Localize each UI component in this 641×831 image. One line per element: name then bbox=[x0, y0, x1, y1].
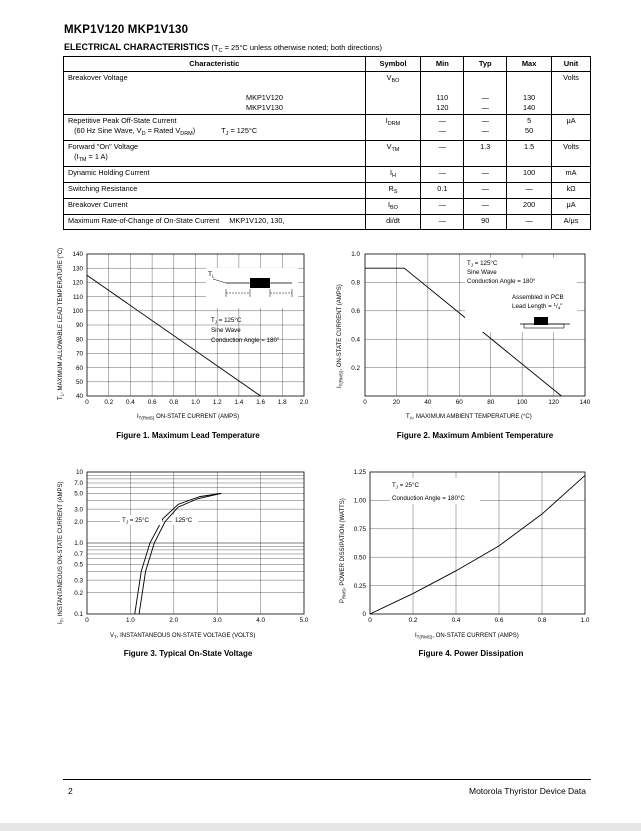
table-row: Dynamic Holding Current $I_H$ — — 100 mA bbox=[64, 167, 591, 183]
symbol-cell: $V_{TM}$ bbox=[365, 141, 421, 167]
fig3-y-tick-label: 2.0 bbox=[74, 518, 83, 526]
fig1-x-tick-label: 0.2 bbox=[104, 399, 114, 406]
row-label: Dynamic Holding Current bbox=[64, 167, 366, 183]
fig2-y-tick-label: 0.2 bbox=[351, 364, 360, 372]
fig3-label-25c: $T_J = 25^\circ C$ bbox=[122, 517, 149, 525]
row-label: Switching Resistance bbox=[64, 183, 366, 199]
fig1-x-tick-label: 2.0 bbox=[299, 399, 309, 406]
fig3-y-tick-label: 0.7 bbox=[74, 551, 83, 559]
fig1-y-tick-label: 70 bbox=[75, 350, 83, 358]
fig2-x-tick-label: 100 bbox=[516, 399, 528, 406]
fig1-y-tick-label: 90 bbox=[75, 322, 83, 330]
fig1-x-tick-label: 1.2 bbox=[212, 399, 222, 406]
header-typ: Typ bbox=[464, 57, 507, 72]
fig1-x-tick-label: 0.8 bbox=[169, 399, 179, 406]
fig3-x-tick-label: 3.0 bbox=[212, 617, 222, 624]
fig3-y-tick-label: 5.0 bbox=[74, 490, 83, 498]
fig1-y-axis-label: $T_L$, MAXIMUM ALLOWABLE LEAD TEMPERATURE (°C) bbox=[58, 247, 65, 400]
header-max: Max bbox=[507, 57, 552, 72]
fig3-y-tick-label: 0.1 bbox=[74, 611, 83, 619]
fig3-y-axis-label: $I_T$, INSTANTANEOUS ON-STATE CURRENT (AMPS) bbox=[58, 481, 65, 624]
fig3-y-tick-label: 7.0 bbox=[74, 480, 83, 488]
fig1-x-tick-label: 1.4 bbox=[234, 399, 244, 406]
fig1-y-tick-label: 130 bbox=[72, 265, 83, 273]
fig1-x-tick-label: 1.0 bbox=[191, 399, 200, 406]
symbol-cell: $I_H$ bbox=[365, 167, 421, 183]
symbol-cell: $R_S$ bbox=[365, 183, 421, 199]
page-title: MKP1V120 MKP1V130 bbox=[64, 24, 189, 36]
part-number: MKP1V120 bbox=[246, 93, 283, 102]
row-label: Forward "On" Voltage bbox=[68, 142, 139, 151]
fig3-x-tick-label: 5.0 bbox=[299, 617, 309, 624]
fig2-x-tick-label: 40 bbox=[424, 399, 432, 406]
header-characteristic: Characteristic bbox=[64, 57, 366, 72]
row-label: Breakover Current bbox=[64, 199, 366, 215]
fig1-y-tick-label: 120 bbox=[72, 279, 83, 287]
header-min: Min bbox=[421, 57, 464, 72]
row-label: Repetitive Peak Off-State Current bbox=[68, 116, 177, 125]
fig4-y-tick-label: 0 bbox=[362, 611, 366, 619]
fig1-y-tick-label: 50 bbox=[75, 379, 83, 386]
fig4-x-tick-label: 0.6 bbox=[494, 617, 504, 624]
page-number: 2 bbox=[68, 786, 73, 796]
fig2-y-tick-label: 0.6 bbox=[351, 308, 360, 315]
fig4-x-tick-label: 0 bbox=[368, 617, 372, 624]
symbol-cell: di/dt bbox=[365, 215, 421, 230]
fig2-note: Conduction Angle = 180° bbox=[467, 278, 536, 285]
fig1-y-tick-label: 100 bbox=[72, 308, 83, 315]
fig3-x-tick-label: 4.0 bbox=[256, 617, 265, 624]
table-row: Switching Resistance $R_S$ 0.1 — — kΩ bbox=[64, 183, 591, 199]
fig3-y-tick-label: 10 bbox=[75, 469, 83, 477]
fig4-note: $T_J = 25^\circ C$ bbox=[392, 482, 419, 490]
fig4-x-tick-label: 0.4 bbox=[451, 617, 461, 624]
footer-document-title: Motorola Thyristor Device Data bbox=[469, 786, 586, 796]
fig1-x-axis-label: $I_{T(RMS)}$ ON-STATE CURRENT (AMPS) bbox=[137, 414, 240, 421]
part-number: MKP1V120, 130, bbox=[229, 216, 285, 225]
table-row: Breakover Current $I_{BO}$ — — 200 μA bbox=[64, 199, 591, 215]
symbol-cell: $I_{DRM}$ bbox=[365, 115, 421, 141]
figure-4-caption: Figure 4. Power Dissipation bbox=[418, 649, 524, 658]
fig2-y-tick-label: 0.4 bbox=[351, 336, 360, 344]
fig3-y-tick-label: 0.5 bbox=[74, 561, 83, 569]
fig1-inset-label: $T_L$ bbox=[208, 271, 215, 279]
fig1-y-tick-label: 110 bbox=[72, 293, 83, 301]
fig3-x-tick-label: 2.0 bbox=[169, 617, 179, 624]
fig1-x-tick-label: 0.4 bbox=[126, 399, 135, 406]
row-label: Maximum Rate-of-Change of On-State Current bbox=[68, 216, 220, 225]
fig3-x-tick-label: 1.0 bbox=[126, 617, 135, 624]
figure-3-caption: Figure 3. Typical On-State Voltage bbox=[123, 649, 253, 658]
fig1-x-tick-label: 0.6 bbox=[147, 399, 157, 406]
header-symbol: Symbol bbox=[365, 57, 421, 72]
fig4-y-axis-label: $P_{RMS}$, POWER DISSIPATION (WATTS) bbox=[340, 498, 347, 603]
fig1-x-tick-label: 0 bbox=[85, 399, 89, 406]
fig2-x-tick-label: 60 bbox=[455, 399, 463, 406]
fig1-note: $T_J = 125^\circ C$ bbox=[211, 317, 242, 325]
table-row: Breakover Voltage MKP1V120 MKP1V130 $V_{BO}$ 110 120 — — 130 140 Volts bbox=[64, 72, 591, 115]
fig1-x-tick-label: 1.6 bbox=[256, 399, 265, 406]
fig3-y-tick-label: 3.0 bbox=[74, 506, 83, 514]
fig4-x-tick-label: 0.2 bbox=[408, 617, 418, 624]
fig2-note: Assembled in PCB bbox=[512, 294, 564, 301]
row-label: Breakover Voltage bbox=[68, 73, 128, 82]
table-row: Repetitive Peak Off-State Current (60 Hz Sine Wave, $V_D$ = Rated $V_{DRM}$) $T_J = 125^\circ C$ $I_{DRM}$ — — — — 5 50 μA bbox=[64, 115, 591, 141]
fig2-note: Sine Wave bbox=[467, 269, 497, 276]
fig4-y-tick-label: 1.00 bbox=[353, 497, 366, 505]
fig4-x-tick-label: 0.8 bbox=[537, 617, 547, 624]
fig4-y-tick-label: 0.75 bbox=[353, 526, 366, 533]
fig3-y-tick-label: 1.0 bbox=[74, 540, 83, 548]
fig2-x-tick-label: 80 bbox=[487, 399, 495, 406]
fig3-y-tick-label: 0.2 bbox=[74, 589, 83, 597]
fig1-y-tick-label: 60 bbox=[75, 364, 83, 372]
fig3-label-125c: 125°C bbox=[175, 517, 193, 524]
fig2-y-tick-label: 0.8 bbox=[351, 279, 360, 287]
fig4-y-tick-label: 1.25 bbox=[353, 469, 366, 477]
fig1-y-tick-label: 80 bbox=[75, 336, 83, 344]
electrical-section-title: ELECTRICAL CHARACTERISTICS ($T_C = 25^\circ C$ unless otherwise noted; both directions) bbox=[64, 42, 383, 54]
fig2-y-tick-label: 1.0 bbox=[351, 251, 360, 259]
footer-rule bbox=[63, 779, 591, 780]
fig1-x-tick-label: 1.8 bbox=[277, 399, 287, 406]
fig2-x-tick-label: 20 bbox=[392, 399, 400, 406]
fig2-x-tick-label: 140 bbox=[579, 399, 591, 406]
table-row: Forward "On" Voltage ($I_{TM} = 1$ A) $V_{TM}$ — 1.3 1.5 Volts bbox=[64, 141, 591, 167]
bottom-bar bbox=[0, 823, 641, 831]
fig4-y-tick-label: 0.25 bbox=[353, 582, 366, 590]
fig4-x-axis-label: $I_{T(RMS)}$, ON-STATE CURRENT (AMPS) bbox=[415, 633, 519, 640]
fig4-x-tick-label: 1.0 bbox=[580, 617, 590, 624]
fig3-x-tick-label: 0 bbox=[85, 617, 89, 624]
fig2-x-tick-label: 0 bbox=[363, 399, 367, 406]
fig2-x-tick-label: 120 bbox=[548, 399, 559, 406]
fig1-y-tick-label: 40 bbox=[75, 393, 83, 401]
table-row: Maximum Rate-of-Change of On-State Current MKP1V120, 130, di/dt — 90 — A/μs bbox=[64, 215, 591, 230]
fig2-x-axis-label: $T_A$, MAXIMUM AMBIENT TEMPERATURE (°C) bbox=[406, 414, 532, 421]
part-number: MKP1V130 bbox=[246, 103, 283, 112]
fig4-note: Conduction Angle = 180°C bbox=[392, 495, 465, 502]
fig1-y-tick-label: 140 bbox=[72, 251, 83, 259]
figure-2-caption: Figure 2. Maximum Ambient Temperature bbox=[396, 431, 554, 440]
fig4-y-tick-label: 0.50 bbox=[353, 554, 366, 562]
fig1-note: Sine Wave bbox=[211, 327, 241, 334]
fig3-x-axis-label: $V_T$, INSTANTANEOUS ON-STATE VOLTAGE (VOLTS) bbox=[110, 633, 256, 640]
fig2-note: $T_J = 125^\circ C$ bbox=[467, 260, 498, 268]
fig1-note: Conduction Angle = 180° bbox=[211, 337, 280, 344]
fig3-y-tick-label: 0.3 bbox=[74, 577, 83, 585]
symbol-cell: $V_{BO}$ bbox=[365, 72, 421, 115]
header-unit: Unit bbox=[552, 57, 591, 72]
fig2-note: Lead Length = $^1/_4$" bbox=[512, 302, 563, 311]
fig2-y-axis-label: $I_{T(RMS)}$, ON-STATE CURRENT (AMPS) bbox=[337, 284, 344, 388]
figure-1-caption: Figure 1. Maximum Lead Temperature bbox=[116, 431, 260, 440]
symbol-cell: $I_{BO}$ bbox=[365, 199, 421, 215]
